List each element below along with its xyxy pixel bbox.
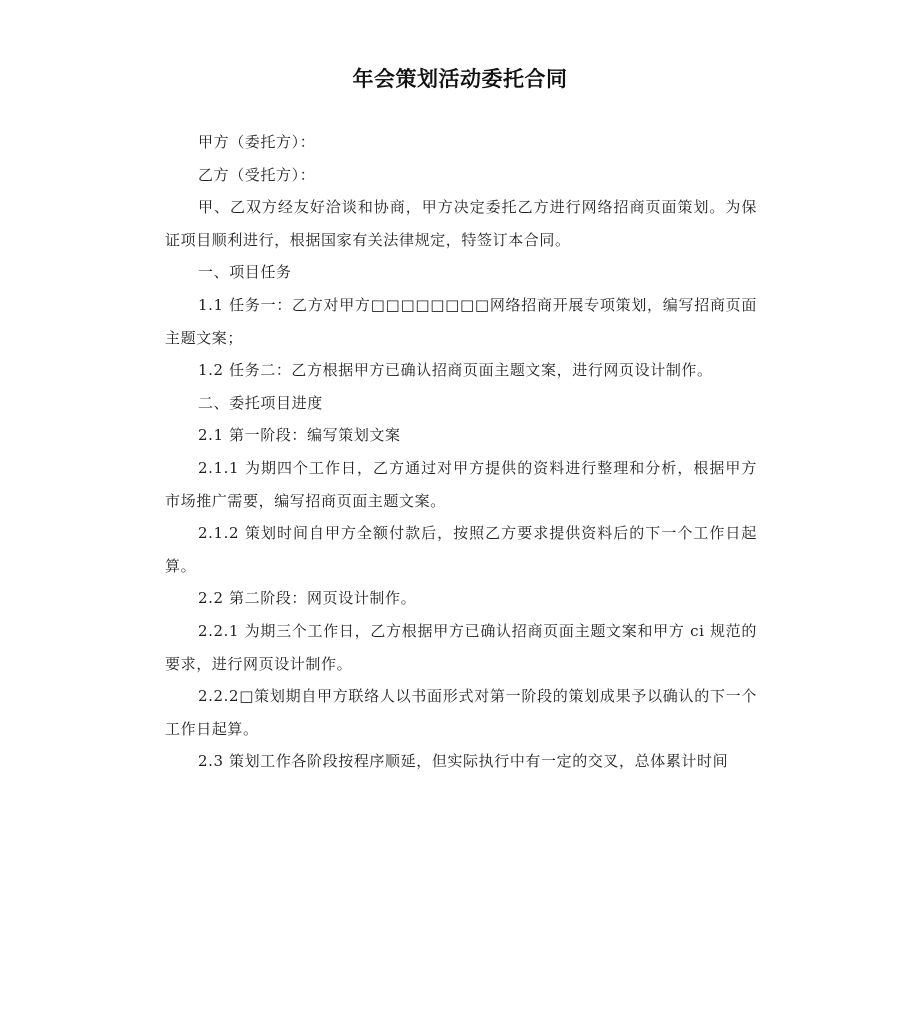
clause-2-1-1: 2.1.1 为期四个工作日，乙方通过对甲方提供的资料进行整理和分析，根据甲方市场推广需要，编写招商页面主题文案。 [165, 458, 757, 510]
clause-2-3: 2.3 策划工作各阶段按程序顺延，但实际执行中有一定的交叉，总体累计时间 [198, 752, 729, 771]
clause-1-2: 1.2 任务二：乙方根据甲方已确认招商页面主题文案，进行网页设计制作。 [198, 361, 713, 380]
preamble-paragraph: 甲、乙双方经友好洽谈和协商，甲方决定委托乙方进行网络招商页面策划。为保证项目顺利进行，根据国家有关法律规定，特签订本合同。 [165, 198, 757, 249]
clause-2-1-2: 2.1.2 策划时间自甲方全额付款后，按照乙方要求提供资料后的下一个工作日起算。 [165, 524, 757, 575]
document-body [165, 126, 757, 778]
clause-2-2-1: 2.2.1 为期三个工作日，乙方根据甲方已确认招商页面主题文案和甲方 ci 规范的要求，进行网页设计制作。 [165, 621, 757, 673]
clause-2-2-2: 2.2.2□策划期自甲方联络人以书面形式对第一阶段的策划成果予以确认的下一个工作日起算。 [165, 687, 757, 738]
document-title: 年会策划活动委托合同 [352, 67, 568, 91]
section-heading-schedule: 二、委托项目进度 [198, 393, 323, 412]
party-b-line: 乙方（受托方）： [198, 165, 316, 184]
clause-2-1: 2.1 第一阶段：编写策划文案 [198, 426, 401, 445]
clause-2-2: 2.2 第二阶段：网页设计制作。 [198, 589, 417, 608]
clause-1-1: 1.1 任务一：乙方对甲方□□□□□□□□网络招商开展专项策划，编写招商页面主题文案； [165, 295, 757, 347]
section-heading-tasks: 一、项目任务 [198, 263, 292, 282]
party-a-line: 甲方（委托方）： [198, 133, 316, 151]
